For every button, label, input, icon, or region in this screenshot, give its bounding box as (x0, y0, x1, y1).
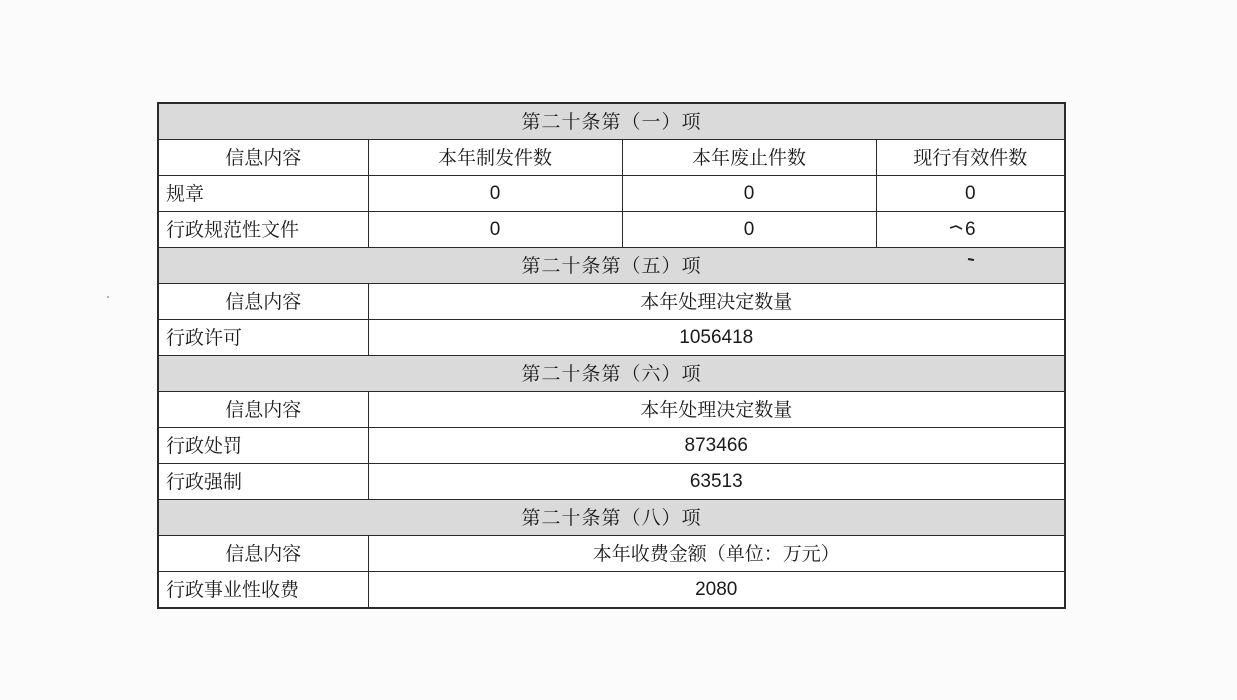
table-row (158, 572, 1065, 609)
header-row (158, 284, 1065, 320)
section-title: 第二十条第（八）项 (158, 500, 1065, 536)
cell-value: 63513 (368, 464, 1065, 500)
section-title: 第二十条第（六）项 (158, 356, 1065, 392)
table-row (158, 212, 1065, 248)
column-header: 本年处理决定数量 (368, 284, 1065, 320)
cell-value: 6 (876, 212, 1065, 248)
column-header: 本年制发件数 (368, 140, 622, 176)
cell-value: 0 (368, 212, 622, 248)
section-title: 第二十条第（五）项 (158, 248, 1065, 284)
government-information-table (157, 102, 1066, 609)
cell-value: 873466 (368, 428, 1065, 464)
row-label: 行政强制 (158, 464, 368, 500)
column-header: 本年收费金额（单位：万元） (368, 536, 1065, 572)
cell-value: 0 (876, 176, 1065, 212)
row-label: 行政事业性收费 (158, 572, 368, 609)
table-row (158, 320, 1065, 356)
section-header-8 (158, 500, 1065, 536)
column-header: 信息内容 (158, 536, 368, 572)
header-row (158, 140, 1065, 176)
section-header-6 (158, 356, 1065, 392)
cell-value: 0 (368, 176, 622, 212)
section-header-5 (158, 248, 1065, 284)
row-label: 行政许可 (158, 320, 368, 356)
column-header: 信息内容 (158, 140, 368, 176)
column-header: 信息内容 (158, 392, 368, 428)
header-row (158, 392, 1065, 428)
row-label: 行政规范性文件 (158, 212, 368, 248)
cell-value: 0 (622, 212, 876, 248)
section-title: 第二十条第（一）项 (158, 103, 1065, 140)
column-header: 现行有效件数 (876, 140, 1065, 176)
column-header: 本年废止件数 (622, 140, 876, 176)
cell-value: 0 (622, 176, 876, 212)
table-row (158, 428, 1065, 464)
column-header: 信息内容 (158, 284, 368, 320)
cell-value: 1056418 (368, 320, 1065, 356)
pen-mark (948, 222, 978, 266)
row-label: 行政处罚 (158, 428, 368, 464)
section-header-1 (158, 103, 1065, 140)
row-label: 规章 (158, 176, 368, 212)
cell-value: 2080 (368, 572, 1065, 609)
scan-speck (107, 296, 109, 298)
table-row (158, 176, 1065, 212)
table-row (158, 464, 1065, 500)
header-row (158, 536, 1065, 572)
column-header: 本年处理决定数量 (368, 392, 1065, 428)
